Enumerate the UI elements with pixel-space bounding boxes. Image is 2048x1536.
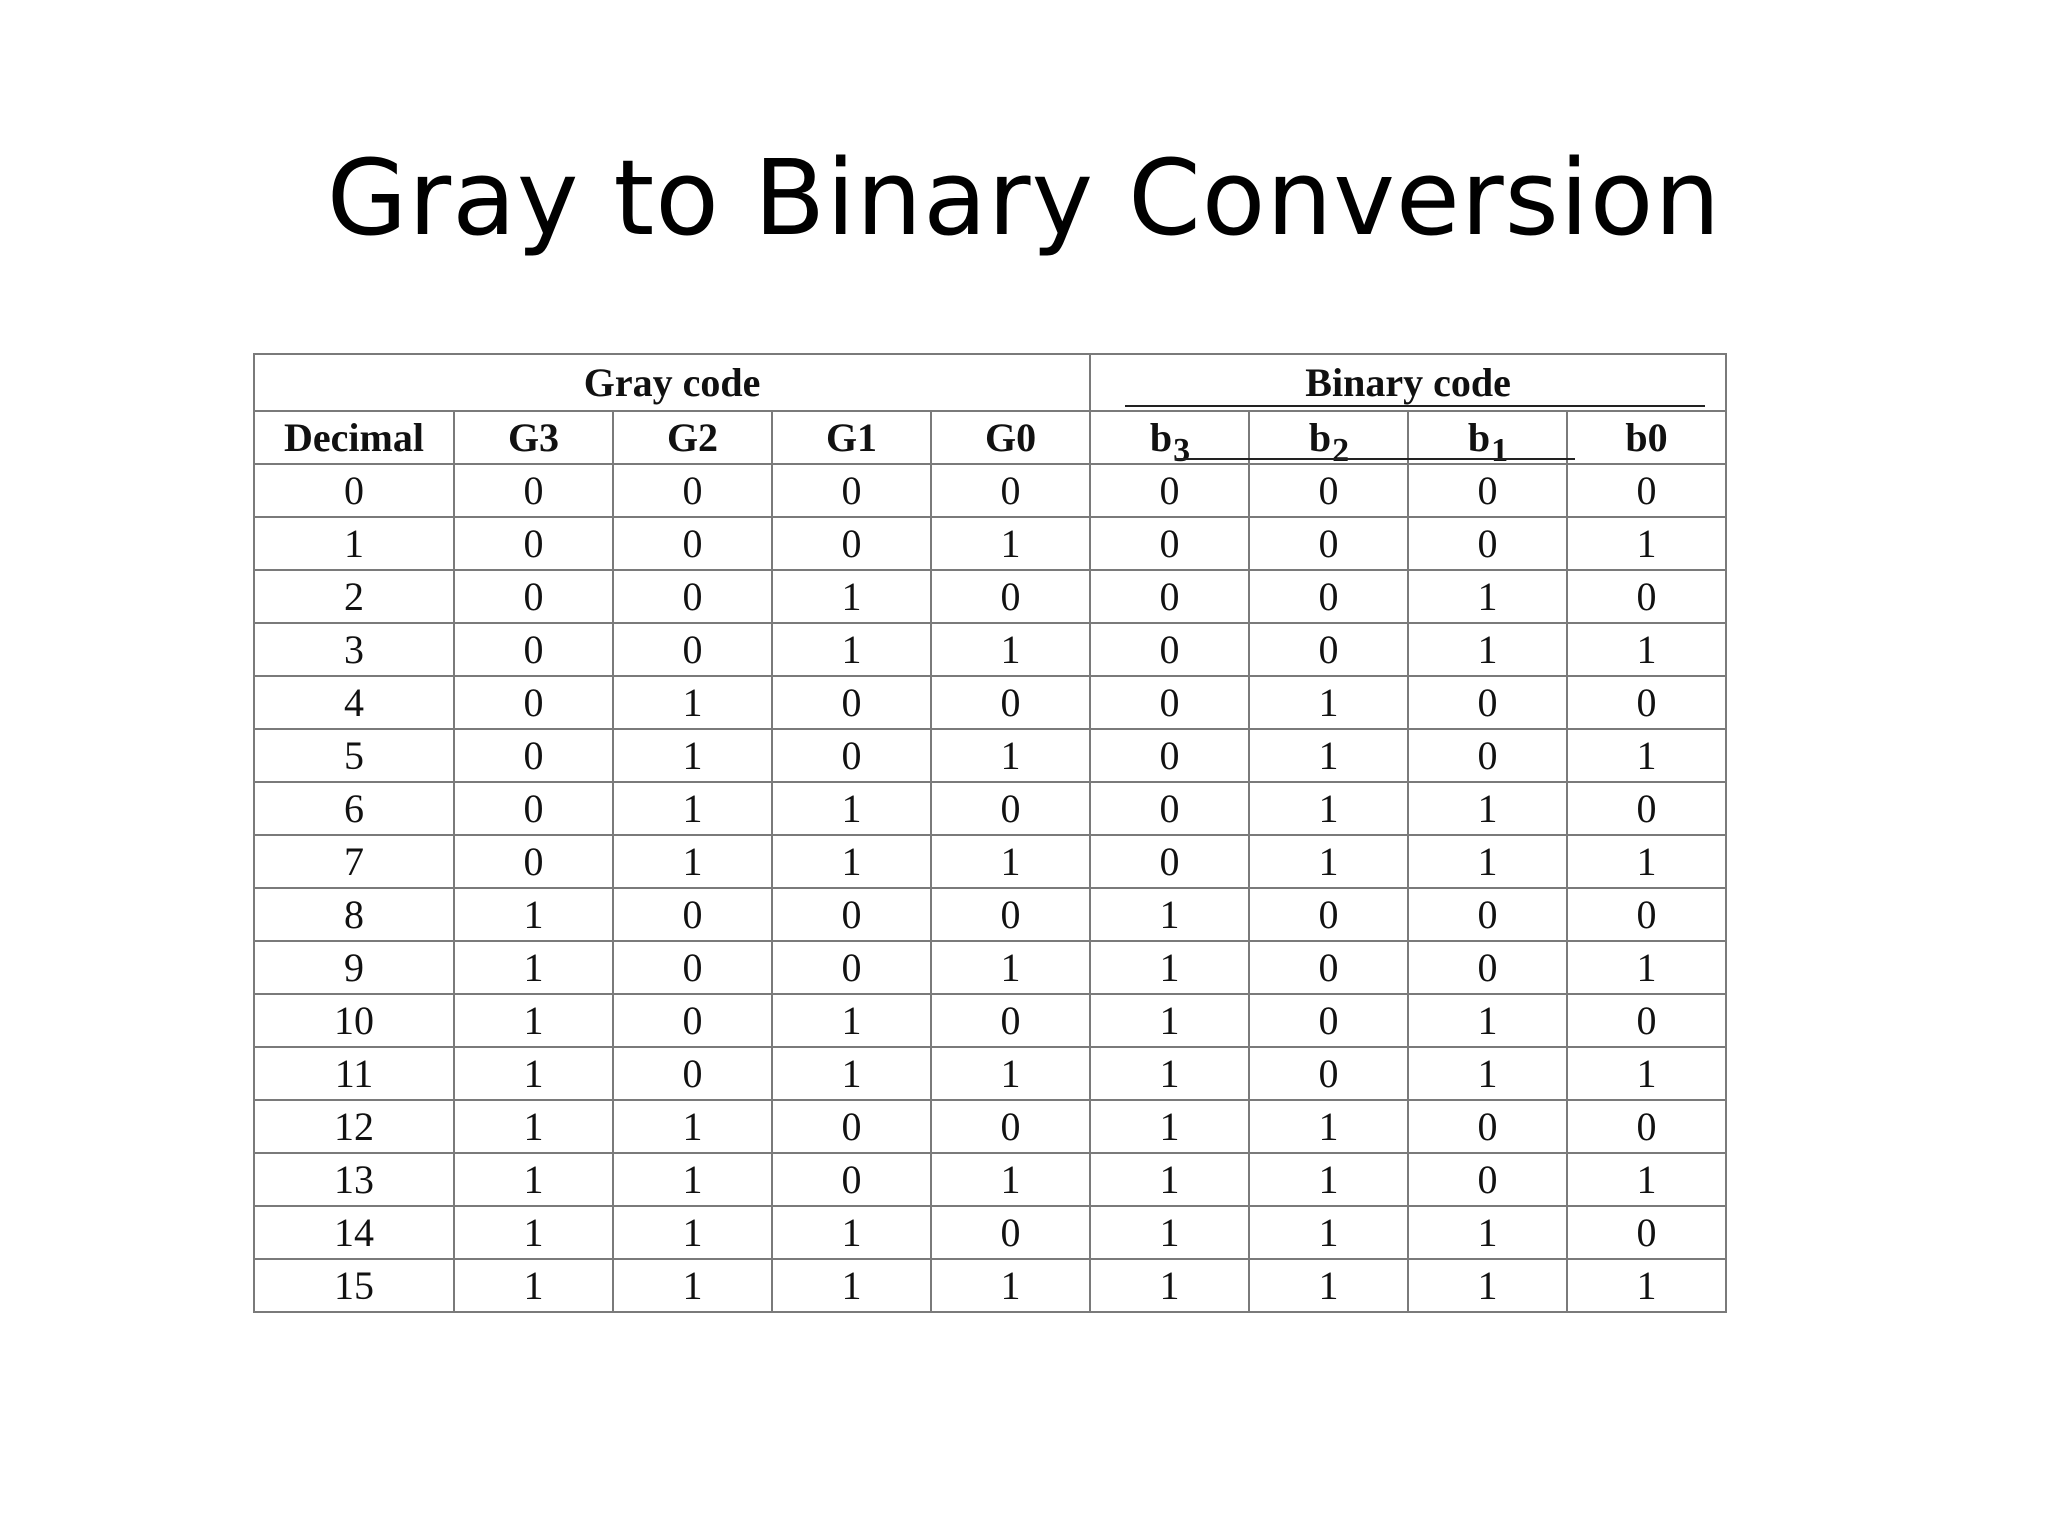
b0-cell: 1 bbox=[1567, 941, 1726, 994]
b2-cell: 0 bbox=[1249, 888, 1408, 941]
b0-cell: 1 bbox=[1567, 1047, 1726, 1100]
b1-column-header bbox=[1408, 411, 1567, 469]
b1-cell: 1 bbox=[1408, 835, 1567, 888]
b2-cell: 1 bbox=[1249, 1259, 1408, 1312]
decimal-cell: 4 bbox=[254, 676, 454, 729]
b1-cell: 1 bbox=[1408, 623, 1567, 676]
decimal-cell: 6 bbox=[254, 782, 454, 835]
g2-column-header: G2 bbox=[613, 411, 772, 464]
g2-cell: 0 bbox=[613, 888, 772, 941]
g1-cell: 0 bbox=[772, 941, 931, 994]
decimal-cell: 3 bbox=[254, 623, 454, 676]
g1-column-header: G1 bbox=[772, 411, 931, 464]
decimal-cell: 7 bbox=[254, 835, 454, 888]
g3-cell: 0 bbox=[454, 464, 613, 517]
b1-cell: 0 bbox=[1408, 676, 1567, 729]
b1-cell: 0 bbox=[1408, 729, 1567, 782]
b3-cell: 0 bbox=[1090, 676, 1249, 729]
table-row bbox=[254, 676, 1726, 729]
g2-cell: 1 bbox=[613, 676, 772, 729]
b3-cell: 0 bbox=[1090, 835, 1249, 888]
decimal-cell: 8 bbox=[254, 888, 454, 941]
b3-cell: 1 bbox=[1090, 994, 1249, 1047]
b3-base: b bbox=[1149, 414, 1173, 460]
b1-cell: 0 bbox=[1408, 1100, 1567, 1153]
g1-cell: 1 bbox=[772, 1259, 931, 1312]
b1-cell: 1 bbox=[1408, 570, 1567, 623]
g3-cell: 1 bbox=[454, 1047, 613, 1100]
b1-cell: 1 bbox=[1408, 1259, 1567, 1312]
g3-cell: 1 bbox=[454, 888, 613, 941]
g0-cell: 1 bbox=[931, 835, 1090, 888]
b2-cell: 0 bbox=[1249, 517, 1408, 570]
b3-cell: 0 bbox=[1090, 782, 1249, 835]
b3-cell: 1 bbox=[1090, 888, 1249, 941]
b0-cell: 0 bbox=[1567, 994, 1726, 1047]
table-row bbox=[254, 1100, 1726, 1153]
b0-cell: 0 bbox=[1567, 1100, 1726, 1153]
g1-cell: 1 bbox=[772, 570, 931, 623]
g1-cell: 0 bbox=[772, 888, 931, 941]
slide-title: Gray to Binary Conversion bbox=[326, 137, 1722, 259]
table-row bbox=[254, 1259, 1726, 1312]
g2-cell: 1 bbox=[613, 1206, 772, 1259]
b2-cell: 0 bbox=[1249, 464, 1408, 517]
g3-cell: 1 bbox=[454, 994, 613, 1047]
b0-cell: 1 bbox=[1567, 517, 1726, 570]
b2-cell: 1 bbox=[1249, 1100, 1408, 1153]
table-row bbox=[254, 994, 1726, 1047]
b1-cell: 1 bbox=[1408, 994, 1567, 1047]
g3-cell: 1 bbox=[454, 1153, 613, 1206]
g0-cell: 0 bbox=[931, 676, 1090, 729]
b3-cell: 1 bbox=[1090, 1047, 1249, 1100]
b2-cell: 0 bbox=[1249, 994, 1408, 1047]
g3-cell: 0 bbox=[454, 676, 613, 729]
g1-cell: 1 bbox=[772, 623, 931, 676]
gray-binary-table bbox=[253, 353, 1727, 1313]
b2-cell: 0 bbox=[1249, 623, 1408, 676]
g3-cell: 1 bbox=[454, 1100, 613, 1153]
g0-cell: 1 bbox=[931, 623, 1090, 676]
b0-subscript: 0 bbox=[1647, 414, 1668, 460]
table-body bbox=[254, 464, 1726, 1312]
b2-subscript: 2 bbox=[1332, 431, 1350, 469]
g1-cell: 0 bbox=[772, 464, 931, 517]
g0-column-header: G0 bbox=[931, 411, 1090, 464]
g0-cell: 1 bbox=[931, 1047, 1090, 1100]
g1-cell: 0 bbox=[772, 676, 931, 729]
b3-cell: 0 bbox=[1090, 570, 1249, 623]
g2-cell: 1 bbox=[613, 835, 772, 888]
b2-cell: 1 bbox=[1249, 835, 1408, 888]
g1-cell: 1 bbox=[772, 782, 931, 835]
b0-cell: 0 bbox=[1567, 570, 1726, 623]
gray-code-header: Gray code bbox=[254, 354, 1090, 411]
table-row bbox=[254, 835, 1726, 888]
g1-cell: 1 bbox=[772, 835, 931, 888]
g1-cell: 0 bbox=[772, 1100, 931, 1153]
g1-cell: 0 bbox=[772, 1153, 931, 1206]
g3-cell: 0 bbox=[454, 729, 613, 782]
b3-cell: 1 bbox=[1090, 1259, 1249, 1312]
g3-column-header: G3 bbox=[454, 411, 613, 464]
g3-cell: 0 bbox=[454, 623, 613, 676]
b2-cell: 0 bbox=[1249, 570, 1408, 623]
table-row bbox=[254, 782, 1726, 835]
decimal-cell: 0 bbox=[254, 464, 454, 517]
b2-cell: 1 bbox=[1249, 782, 1408, 835]
b3-column-header bbox=[1090, 411, 1249, 469]
table-row bbox=[254, 941, 1726, 994]
b0-cell: 1 bbox=[1567, 623, 1726, 676]
g3-cell: 1 bbox=[454, 941, 613, 994]
table-row bbox=[254, 517, 1726, 570]
g2-cell: 0 bbox=[613, 994, 772, 1047]
g0-cell: 0 bbox=[931, 464, 1090, 517]
table-row bbox=[254, 1153, 1726, 1206]
b3-cell: 1 bbox=[1090, 1153, 1249, 1206]
g1-cell: 1 bbox=[772, 994, 931, 1047]
table-row bbox=[254, 888, 1726, 941]
decimal-column-header: Decimal bbox=[254, 411, 454, 464]
b1-cell: 1 bbox=[1408, 1047, 1567, 1100]
group-header-row bbox=[254, 354, 1726, 411]
table-row bbox=[254, 570, 1726, 623]
decimal-cell: 5 bbox=[254, 729, 454, 782]
b0-column-header bbox=[1567, 411, 1726, 464]
b0-cell: 0 bbox=[1567, 888, 1726, 941]
table-row bbox=[254, 729, 1726, 782]
b0-cell: 0 bbox=[1567, 464, 1726, 517]
b2-cell: 0 bbox=[1249, 941, 1408, 994]
g3-cell: 1 bbox=[454, 1206, 613, 1259]
g2-cell: 0 bbox=[613, 464, 772, 517]
b1-subscript: 1 bbox=[1491, 431, 1509, 469]
b2-base: b bbox=[1308, 414, 1332, 460]
b1-cell: 0 bbox=[1408, 941, 1567, 994]
b0-cell: 1 bbox=[1567, 1153, 1726, 1206]
b2-cell: 1 bbox=[1249, 729, 1408, 782]
g2-cell: 0 bbox=[613, 941, 772, 994]
g2-cell: 1 bbox=[613, 1153, 772, 1206]
b0-cell: 0 bbox=[1567, 676, 1726, 729]
b2-column-header bbox=[1249, 411, 1408, 469]
g2-cell: 1 bbox=[613, 782, 772, 835]
g1-cell: 1 bbox=[772, 1047, 931, 1100]
decimal-cell: 15 bbox=[254, 1259, 454, 1312]
b2-cell: 1 bbox=[1249, 676, 1408, 729]
table-row bbox=[254, 1206, 1726, 1259]
g2-cell: 1 bbox=[613, 1259, 772, 1312]
g0-cell: 0 bbox=[931, 888, 1090, 941]
table-row bbox=[254, 1047, 1726, 1100]
column-header-row bbox=[254, 411, 1726, 464]
decimal-cell: 10 bbox=[254, 994, 454, 1047]
g1-cell: 0 bbox=[772, 517, 931, 570]
b0-cell: 1 bbox=[1567, 729, 1726, 782]
table-row bbox=[254, 623, 1726, 676]
b1-cell: 0 bbox=[1408, 517, 1567, 570]
b0-cell: 1 bbox=[1567, 835, 1726, 888]
decimal-cell: 11 bbox=[254, 1047, 454, 1100]
g3-cell: 1 bbox=[454, 1259, 613, 1312]
g0-cell: 1 bbox=[931, 1259, 1090, 1312]
b3-cell: 0 bbox=[1090, 464, 1249, 517]
g1-cell: 1 bbox=[772, 1206, 931, 1259]
b3-cell: 1 bbox=[1090, 941, 1249, 994]
table-row bbox=[254, 464, 1726, 517]
b0-cell: 0 bbox=[1567, 782, 1726, 835]
b3-cell: 0 bbox=[1090, 729, 1249, 782]
g2-cell: 1 bbox=[613, 1100, 772, 1153]
binary-header-underline bbox=[1175, 458, 1575, 460]
b3-cell: 0 bbox=[1090, 517, 1249, 570]
decimal-cell: 14 bbox=[254, 1206, 454, 1259]
b0-cell: 1 bbox=[1567, 1259, 1726, 1312]
g0-cell: 1 bbox=[931, 941, 1090, 994]
g2-cell: 1 bbox=[613, 729, 772, 782]
g0-cell: 1 bbox=[931, 517, 1090, 570]
decimal-cell: 9 bbox=[254, 941, 454, 994]
decimal-cell: 2 bbox=[254, 570, 454, 623]
g2-cell: 0 bbox=[613, 1047, 772, 1100]
b3-cell: 0 bbox=[1090, 623, 1249, 676]
g0-cell: 1 bbox=[931, 729, 1090, 782]
g0-cell: 0 bbox=[931, 1100, 1090, 1153]
b1-base: b bbox=[1467, 414, 1491, 460]
b1-cell: 0 bbox=[1408, 1153, 1567, 1206]
b1-cell: 1 bbox=[1408, 782, 1567, 835]
b1-cell: 0 bbox=[1408, 888, 1567, 941]
b0-cell: 0 bbox=[1567, 1206, 1726, 1259]
g3-cell: 0 bbox=[454, 782, 613, 835]
g1-cell: 0 bbox=[772, 729, 931, 782]
g2-cell: 0 bbox=[613, 623, 772, 676]
b2-cell: 0 bbox=[1249, 1047, 1408, 1100]
g0-cell: 0 bbox=[931, 570, 1090, 623]
decimal-cell: 1 bbox=[254, 517, 454, 570]
g0-cell: 0 bbox=[931, 782, 1090, 835]
b3-subscript: 3 bbox=[1173, 431, 1191, 469]
b0-base: b bbox=[1625, 414, 1648, 460]
g0-cell: 0 bbox=[931, 1206, 1090, 1259]
b2-cell: 1 bbox=[1249, 1206, 1408, 1259]
g2-cell: 0 bbox=[613, 570, 772, 623]
g3-cell: 0 bbox=[454, 517, 613, 570]
g0-cell: 1 bbox=[931, 1153, 1090, 1206]
decimal-cell: 13 bbox=[254, 1153, 454, 1206]
binary-code-header: Binary code bbox=[1090, 354, 1726, 411]
b2-cell: 1 bbox=[1249, 1153, 1408, 1206]
decimal-cell: 12 bbox=[254, 1100, 454, 1153]
b1-cell: 0 bbox=[1408, 464, 1567, 517]
b3-cell: 1 bbox=[1090, 1206, 1249, 1259]
g2-cell: 0 bbox=[613, 517, 772, 570]
b1-cell: 1 bbox=[1408, 1206, 1567, 1259]
b3-cell: 1 bbox=[1090, 1100, 1249, 1153]
binary-header-overline bbox=[1125, 405, 1705, 407]
g0-cell: 0 bbox=[931, 994, 1090, 1047]
g3-cell: 0 bbox=[454, 570, 613, 623]
g3-cell: 0 bbox=[454, 835, 613, 888]
